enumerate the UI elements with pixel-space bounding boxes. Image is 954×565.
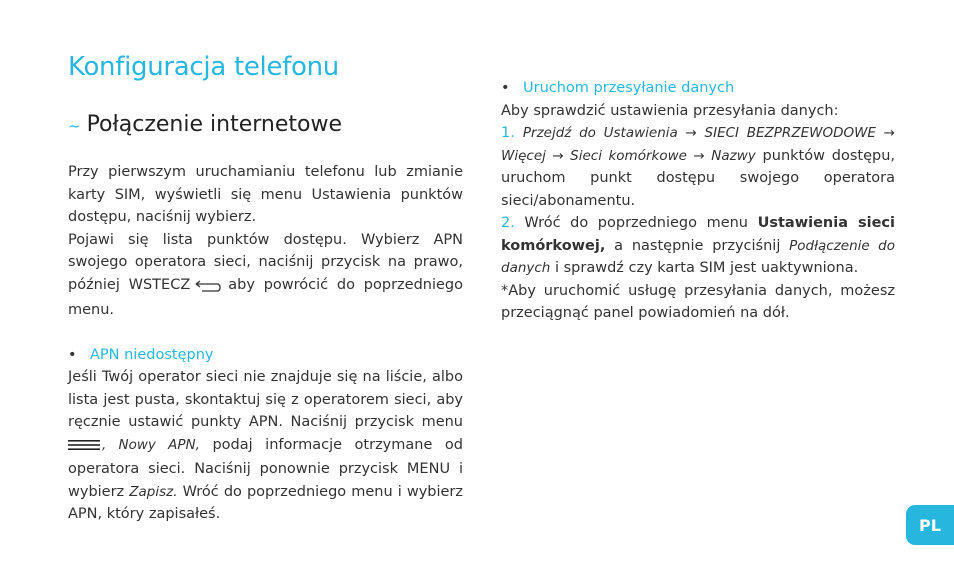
save-label: Zapisz. bbox=[129, 483, 178, 500]
bullet-dot: • bbox=[501, 80, 510, 96]
paragraph-first-start: Przy pierwszym uruchamianiu telefonu lub zmianie karty SIM, wyświetli się menu Ustawienia punktów dostępu, naciśnij wybierz. bbox=[68, 164, 463, 225]
apn-manual-text-2: podaj informacje otrzymane od operatora sieci. Naciśnij ponownie przycisk MENU i wybierz bbox=[68, 436, 464, 500]
section-title bbox=[68, 112, 342, 137]
bullet-apn-unavailable bbox=[68, 344, 463, 367]
apn-manual-text-3: Wróć do poprzedniego menu i wybierz APN, który zapisałeś. bbox=[68, 483, 464, 522]
apn-manual-text: Jeśli Twój operator sieci nie znajduje się na liście, albo lista jest pusta, skontaktuj się z operatorem sieci, aby ręcznie ustawić punkty APN. Naciśnij przycisk menu bbox=[68, 369, 463, 430]
apn-list-text: Pojawi się lista punktów dostępu. Wybierz APN swojego operatora sieci, naciśnij przycisk na prawo, później WSTECZ bbox=[68, 231, 463, 293]
bullet-apn-label: APN niedostępny bbox=[90, 346, 214, 363]
paragraph-apn-list bbox=[68, 229, 463, 322]
step-2-number: 2. bbox=[501, 215, 515, 231]
spacer bbox=[68, 322, 463, 344]
new-apn-label: , Nowy APN, bbox=[102, 436, 200, 453]
step-2 bbox=[501, 212, 895, 280]
bullet-start-data bbox=[501, 77, 895, 100]
section-tilde: ~ bbox=[68, 117, 81, 135]
step-1-number: 1. bbox=[501, 125, 515, 141]
back-arrow-icon bbox=[194, 277, 224, 300]
page-title: Konfiguracja telefonu bbox=[68, 52, 339, 82]
step-2-text-c: i sprawdź czy karta SIM jest uaktywniona. bbox=[550, 260, 859, 276]
apn-list-text-end: aby powrócić do poprzedniego menu. bbox=[68, 276, 463, 318]
section-title-text: Połączenie internetowe bbox=[86, 112, 342, 137]
menu-icon bbox=[68, 436, 100, 459]
right-column bbox=[501, 77, 895, 325]
step-2-text-a: Wróć do poprzedniego menu bbox=[514, 215, 758, 231]
step-1-path: Przejdź do Ustawienia → SIECI BEZPRZEWODOWE → Więcej → Sieci komórkowe → Nazwy bbox=[501, 125, 895, 164]
data-intro: Aby sprawdzić ustawienia przesyłania danych: bbox=[501, 102, 839, 119]
left-column bbox=[68, 161, 463, 526]
bullet-dot: • bbox=[68, 346, 77, 363]
step-1 bbox=[501, 122, 895, 212]
bullet-data-label: Uruchom przesyłanie danych bbox=[523, 80, 735, 96]
paragraph-apn-manual bbox=[68, 366, 463, 526]
step-2-text-b: a następnie przyciśnij bbox=[605, 237, 790, 254]
language-badge: PL bbox=[906, 505, 954, 545]
step-2-settings: Ustawienia sieci komórkowej, bbox=[501, 215, 895, 254]
step-2-data-connection: Podłączenie do danych bbox=[501, 237, 895, 276]
data-note: *Aby uruchomić usługę przesyłania danych, możesz przeciągnąć panel powiadomień na dół. bbox=[501, 282, 895, 321]
step-1-text: punktów dostępu, uruchom punkt dostępu swojego operatora sieci/abonamentu. bbox=[501, 147, 895, 209]
